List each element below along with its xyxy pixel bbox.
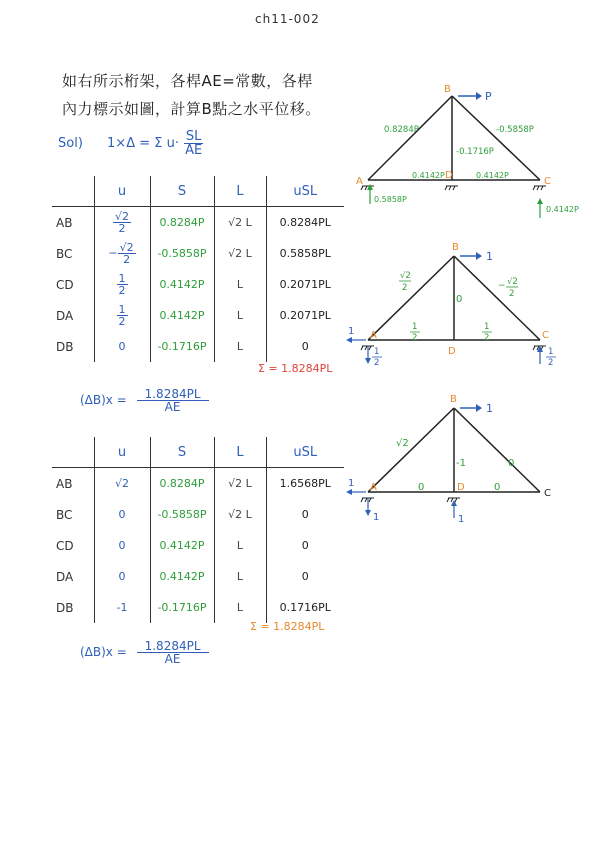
reaction-arrow-a-icon [367,184,373,204]
l-value: √2 L [214,468,266,500]
l-value: L [214,592,266,623]
table-row [52,468,344,500]
header-l: L [214,437,266,468]
force-label-ad: 0.4142P [412,171,445,180]
member-ab [368,408,454,492]
table-row [52,530,344,561]
load-arrow-right-icon [458,92,482,100]
force-label-dc: 0 [494,482,501,493]
truss-diagram-1 [340,80,600,230]
member-label: DA [56,569,74,584]
member-label: BC [56,507,73,522]
node-label-c: C [544,488,551,499]
table-row [52,499,344,530]
header-s: S [150,437,214,468]
header-usl: uSL [266,176,344,207]
result-1 [80,388,209,413]
member-ab [368,256,454,340]
s-value: 0.8284P [150,468,214,500]
truss-diagram-2 [340,240,600,380]
table-2 [52,437,344,623]
member-bc [454,256,540,340]
usl-value: 1.6568PL [266,468,344,500]
u-value: 0 [94,331,150,362]
l-value: √2 L [214,207,266,239]
usl-value: 0.2071PL [266,269,344,300]
s-value: -0.1716P [150,331,214,362]
member-bc [452,96,540,180]
node-label-b: B [450,394,457,405]
u-value: √2 [94,468,150,500]
node-label-a: A [370,482,377,493]
u-value: $\frac{1}{2}$ [94,300,150,331]
header-l: L [214,176,266,207]
table-row [52,300,344,331]
member-label: AB [56,476,73,491]
header-s: S [150,176,214,207]
svg-text:1: 1 [374,347,380,357]
force-label-db: -0.1716P [456,147,494,157]
reaction-label-a-h: 1 [348,326,355,337]
s-value: 0.4142P [150,561,214,592]
truss-diagram-3 [340,392,600,532]
svg-text:1: 1 [484,322,490,332]
member-label: CD [56,277,74,292]
table-row [52,238,344,269]
load-label: P [485,90,492,103]
reaction-label-a-v [372,347,382,368]
u-value: 0 [94,499,150,530]
usl-value: 0 [266,530,344,561]
node-label-d: D [445,170,453,181]
l-value: L [214,331,266,362]
force-label-ab [399,271,411,293]
member-ab [368,96,452,180]
reaction-arrow-c-icon [537,198,543,218]
reaction-label-a-v: 1 [373,512,380,523]
usl-value: 0 [266,499,344,530]
usl-value: 0 [266,331,344,362]
l-value: L [214,561,266,592]
s-value: 0.4142P [150,300,214,331]
reaction-label-a-h: 1 [348,478,355,489]
node-label-b: B [452,242,459,253]
solution-lhs: 1×Δ = Σ u· [107,136,179,151]
force-label-db: -1 [456,458,466,469]
s-value: -0.1716P [150,592,214,623]
u-value: − $\frac{√2}{2}$ [94,238,150,269]
result-2-lhs: (ΔB)x = [80,645,127,659]
unit-load-arrow-right-icon [460,252,482,260]
solution-prefix: Sol) [58,136,83,151]
table-2-header [52,437,344,468]
u-value: $\frac{1}{2}$ [94,269,150,300]
svg-text:2: 2 [374,358,380,368]
svg-text:2: 2 [484,333,490,343]
solution-fraction [183,130,204,157]
result-1-fraction: $\frac{1.8284PL}{AE}$ [137,388,209,413]
solution-equation [58,130,204,157]
reaction-label-c-v [546,347,556,368]
force-label-dc: 0.4142P [476,171,509,180]
member-bc [454,408,540,492]
u-value: $\frac{√2}{2}$ [94,207,150,239]
reaction-label-a: 0.5858P [374,195,407,204]
problem-line-2: 內力標示如圖，計算B點之水平位移。 [62,100,321,118]
reaction-arrow-d-vertical-icon [451,500,457,518]
solution-fraction-den: AE [185,143,203,158]
s-value: 0.8284P [150,207,214,239]
node-label-c: C [542,330,549,341]
table-row [52,207,344,239]
member-label: AB [56,215,73,230]
table-row [52,592,344,623]
svg-text:2: 2 [509,289,515,299]
node-label-c: C [544,176,551,187]
node-label-a: A [356,176,363,187]
force-label-ad: 0 [418,482,425,493]
result-2 [80,640,209,665]
usl-value: 0 [266,561,344,592]
s-value: 0.4142P [150,530,214,561]
node-label-b: B [444,84,451,95]
unit-load-label: 1 [486,250,493,263]
svg-text:−: − [498,281,506,291]
usl-value: 0.2071PL [266,300,344,331]
svg-text:1: 1 [412,322,418,332]
table-1 [52,176,344,362]
u-value: 0 [94,561,150,592]
result-2-fraction: $\frac{1.8284PL}{AE}$ [137,640,209,665]
problem-line-1: 如右所示桁架，各桿AE=常數，各桿 [62,72,313,90]
l-value: √2 L [214,499,266,530]
page-title: ch11-002 [255,12,320,26]
svg-text:√2: √2 [400,271,411,281]
header-usl: uSL [266,437,344,468]
table-1-header [52,176,344,207]
table-2-sum: Σ = 1.8284PL [250,620,325,633]
support-d [445,186,458,190]
usl-value: 0.5858PL [266,238,344,269]
node-label-d: D [448,346,456,357]
svg-text:2: 2 [548,358,554,368]
s-value: -0.5858P [150,238,214,269]
table-row [52,561,344,592]
table-1-sum: Σ = 1.8284PL [258,362,333,375]
node-label-a: A [370,330,377,341]
reaction-label-c: 0.4142P [546,205,579,214]
header-u: u [94,176,150,207]
reaction-arrow-a-horizontal-icon [346,337,366,343]
usl-value: 0.1716PL [266,592,344,623]
node-label-d: D [457,482,465,493]
unit-load-arrow-right-icon [460,404,482,412]
unit-load-label: 1 [486,402,493,415]
solution-fraction-num: SL [185,129,202,144]
table-row [52,331,344,362]
svg-text:2: 2 [412,333,418,343]
u-value: 0 [94,530,150,561]
member-label: DB [56,339,74,354]
member-label: BC [56,246,73,261]
svg-text:2: 2 [402,283,408,293]
table-row [52,269,344,300]
usl-value: 0.8284PL [266,207,344,239]
force-label-db: 0 [456,294,463,305]
force-label-ab: 0.8284P [384,125,419,135]
svg-text:1: 1 [548,347,554,357]
member-label: CD [56,538,74,553]
l-value: L [214,530,266,561]
force-label-bc: 0 [508,458,515,469]
header-u: u [94,437,150,468]
member-label: DA [56,308,74,323]
l-value: L [214,300,266,331]
s-value: -0.5858P [150,499,214,530]
reaction-arrow-a-horizontal-icon [346,489,366,495]
force-label-bc [498,277,518,299]
force-label-bc: -0.5858P [496,125,534,135]
member-label: DB [56,600,74,615]
result-1-lhs: (ΔB)x = [80,393,127,407]
s-value: 0.4142P [150,269,214,300]
u-value: -1 [94,592,150,623]
l-value: √2 L [214,238,266,269]
l-value: L [214,269,266,300]
force-label-ab: √2 [396,438,409,449]
reaction-label-d-v: 1 [458,514,465,525]
svg-text:√2: √2 [507,277,518,287]
